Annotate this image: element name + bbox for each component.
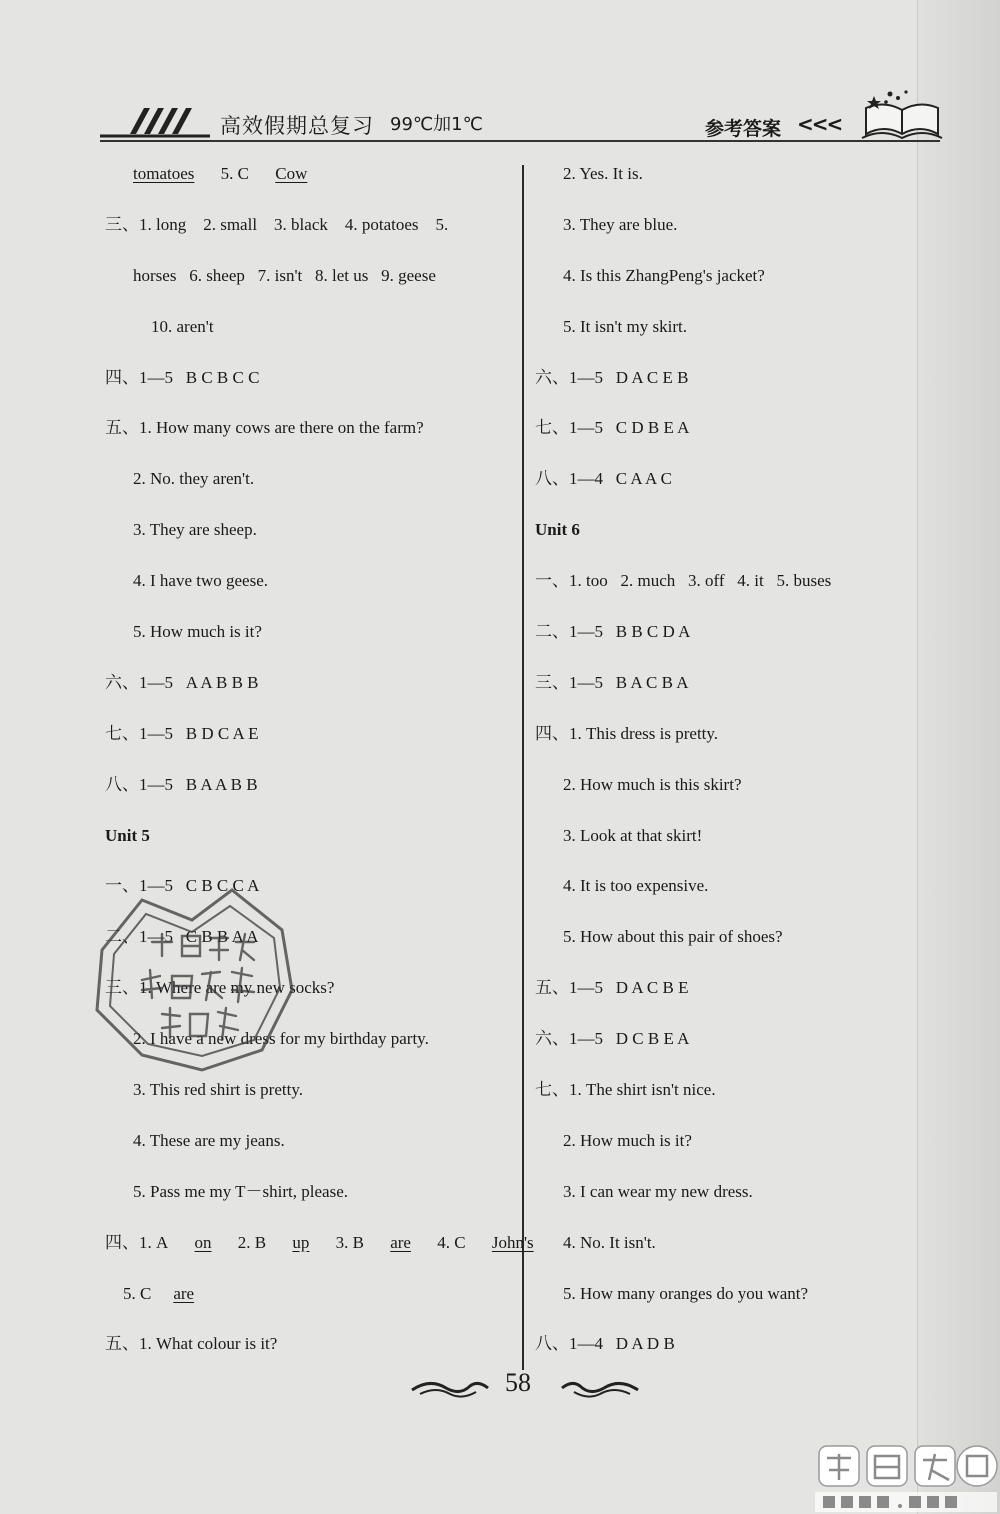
answer-line: 一、1. too 2. much 3. off 4. it 5. buses (535, 571, 832, 591)
answer-line: 七、1—5 B D C A E (105, 723, 259, 743)
answer-line: 2. How much is this skirt? (563, 774, 742, 794)
answer-line: 2. I have a new dress for my birthday party. (133, 1029, 429, 1049)
right-column (535, 156, 915, 1377)
answer-line: 4. These are my jeans. (133, 1130, 285, 1150)
answer-line: 八、1—4 C A A C (535, 469, 672, 489)
stripes-decoration-icon (100, 104, 210, 140)
answer-line: 二、1—5 B B C D A (535, 622, 691, 642)
answer-line: 3. Look at that skirt! (563, 825, 703, 845)
watermark-logo-icon (805, 1440, 1000, 1514)
unit-heading: Unit 6 (535, 520, 580, 540)
answer-line: horses 6. sheep 7. isn't 8. let us 9. geese (133, 265, 436, 285)
page-edge-shadow (917, 0, 1000, 1514)
answer-line: 5. C are (123, 1283, 195, 1303)
answer-line: 六、1—5 A A B B B (105, 672, 259, 692)
column-divider (522, 165, 524, 1370)
answer-line: 5. Pass me my T－shirt, please. (133, 1181, 348, 1201)
answer-line: 三、1. Where are my new socks? (105, 978, 335, 998)
answer-line: 四、1. This dress is pretty. (535, 723, 719, 743)
page-footer (410, 1368, 640, 1408)
answer-line: 3. They are sheep. (133, 520, 257, 540)
answer-line: 4. It is too expensive. (563, 876, 709, 896)
answer-line: 2. Yes. It is. (563, 164, 643, 183)
answer-line: 4. No. It isn't. (563, 1232, 656, 1252)
answer-line: 六、1—5 D C B E A (535, 1029, 690, 1049)
answer-line: 5. How many oranges do you want? (563, 1283, 809, 1303)
header-title: 高效假期总复习 (220, 114, 374, 138)
open-book-icon (860, 86, 944, 142)
answer-line: 一、1—5 C B C C A (105, 876, 260, 896)
answer-line: 2. How much is it? (563, 1130, 692, 1150)
answer-line: 三、1. long 2. small 3. black 4. potatoes 5. (105, 214, 449, 234)
answer-line: 三、1—5 B A C B A (535, 672, 689, 692)
left-column (105, 156, 534, 1377)
answer-line: 10. aren't (151, 316, 214, 336)
answer-line: 五、1. What colour is it? (105, 1334, 278, 1354)
answer-line: 八、1—5 B A A B B (105, 774, 258, 794)
answer-line: 5. How about this pair of shoes? (563, 927, 783, 947)
answer-line: tomatoes 5. C Cow (133, 164, 308, 183)
ornament-left-icon (410, 1376, 490, 1400)
answer-line: 五、1—5 D A C B E (535, 978, 689, 998)
answer-line: 二、1—5 C B B A A (105, 927, 259, 947)
header-tag: 99℃加1℃ (390, 114, 483, 135)
ornament-right-icon (560, 1376, 640, 1400)
answer-line: 八、1—4 D A D B (535, 1334, 675, 1354)
page-header (100, 100, 940, 150)
answer-line: 4. I have two geese. (133, 571, 269, 591)
answer-line: 四、1. A on 2. B up 3. B are 4. C John's (105, 1232, 534, 1252)
page-number: 58 (505, 1368, 531, 1397)
answer-line: 六、1—5 D A C E B (535, 367, 689, 387)
answer-line: 五、1. How many cows are there on the farm? (105, 418, 424, 438)
header-rule (100, 140, 940, 142)
answer-line: 2. No. they aren't. (133, 469, 255, 489)
unit-heading: Unit 5 (105, 825, 150, 845)
answer-line: 七、1—5 C D B E A (535, 418, 690, 438)
answer-line: 4. Is this ZhangPeng's jacket? (563, 265, 765, 285)
answer-line: 5. How much is it? (133, 622, 262, 642)
answer-line: 3. They are blue. (563, 214, 678, 234)
answer-line: 七、1. The shirt isn't nice. (535, 1080, 716, 1100)
answer-line: 3. This red shirt is pretty. (133, 1080, 303, 1100)
answer-line: 5. It isn't my skirt. (563, 316, 687, 336)
answer-line: 3. I can wear my new dress. (563, 1181, 753, 1201)
arrows-decoration: <<< (797, 112, 842, 136)
answer-line: 四、1—5 B C B C C (105, 367, 260, 387)
answer-label: 参考答案 (705, 118, 782, 140)
seal-stamp-icon (82, 880, 312, 1080)
